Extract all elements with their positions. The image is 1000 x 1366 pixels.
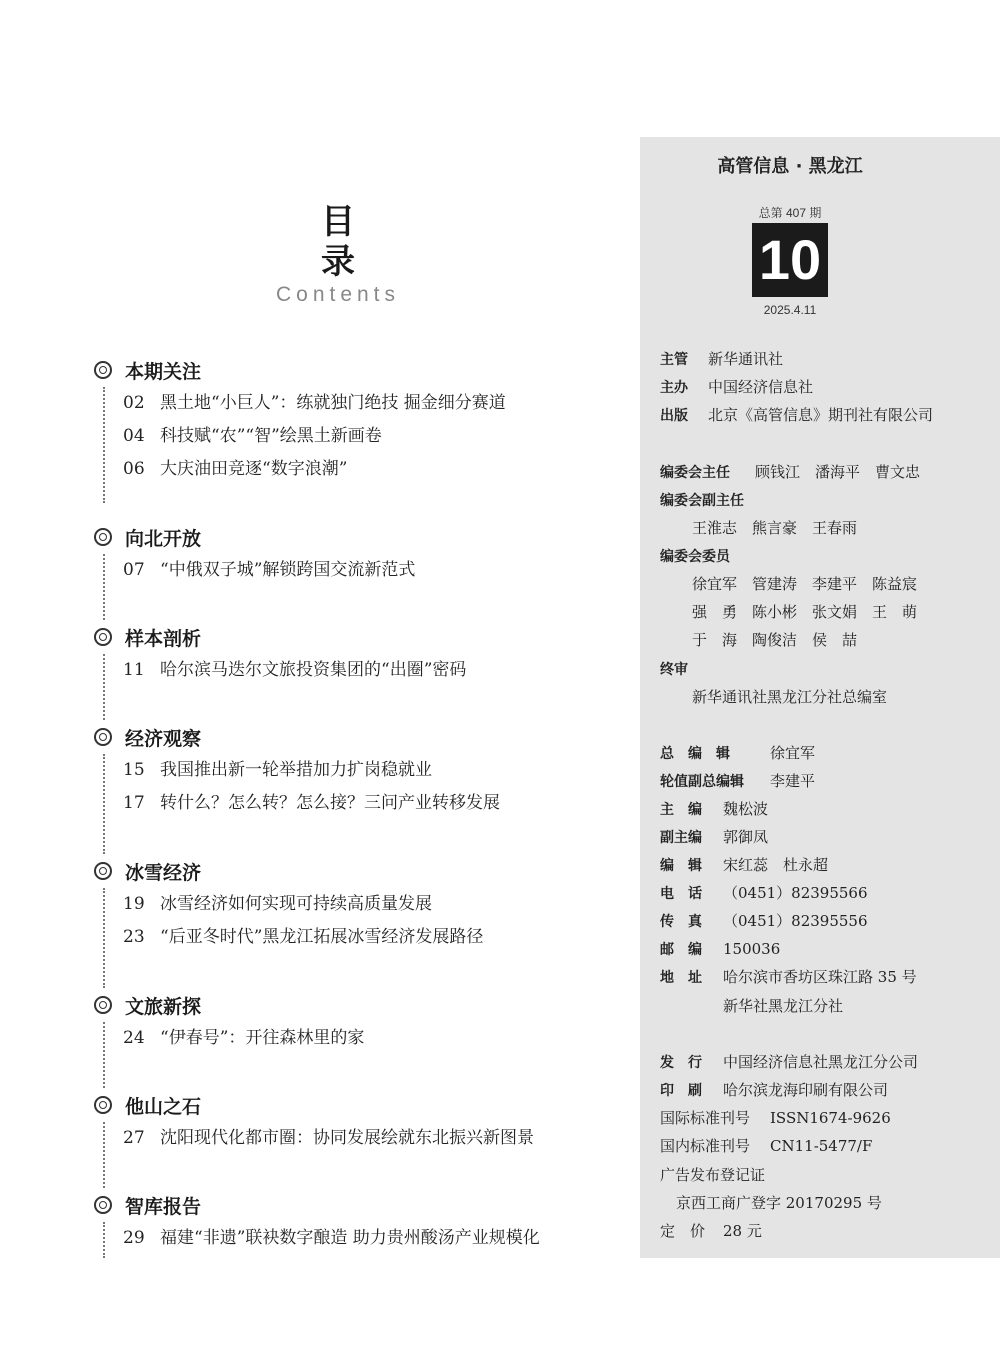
toc-heading <box>268 202 408 308</box>
colophon-row <box>660 1161 765 1189</box>
toc-section <box>94 1088 614 1188</box>
colophon-row <box>660 963 917 991</box>
article-title: 我国推出新一轮举措加力扩岗稳就业 <box>160 760 432 780</box>
colophon-label: 国际标准刊号 <box>660 1109 751 1127</box>
colophon-row <box>660 401 933 429</box>
page-number: 23 <box>123 927 145 947</box>
toc-section <box>94 353 614 503</box>
colophon-row <box>660 907 868 935</box>
colophon-row <box>660 1104 891 1132</box>
toc-section <box>94 988 614 1088</box>
colophon-row <box>660 345 783 373</box>
toc-section <box>94 854 614 988</box>
colophon-row <box>660 373 813 401</box>
toc-entry[interactable] <box>123 387 614 420</box>
colophon-label: 编委会主任 <box>660 465 730 481</box>
page-number: 04 <box>123 426 145 446</box>
colophon-label: 编 辑 <box>660 858 702 874</box>
section-header <box>94 720 614 754</box>
page-number: 19 <box>123 894 145 914</box>
toc-entry[interactable] <box>123 921 614 954</box>
toc-entry[interactable] <box>123 1022 614 1055</box>
colophon-label: 地 址 <box>660 970 702 986</box>
page-number: 17 <box>123 793 145 813</box>
colophon-value: 徐宜军 管建涛 李建平 陈益宸 <box>692 575 918 593</box>
colophon-row <box>676 1189 882 1217</box>
section-header <box>94 988 614 1022</box>
colophon-value: 北京《高管信息》期刊社有限公司 <box>708 406 934 424</box>
colophon-row <box>660 767 815 795</box>
section-name: 智库报告 <box>125 1195 202 1218</box>
article-title: 大庆油田竞逐“数字浪潮” <box>160 459 348 479</box>
section-header <box>94 1188 614 1222</box>
toc-section <box>94 720 614 854</box>
page-number: 27 <box>123 1128 145 1148</box>
toc-entry[interactable] <box>123 1122 614 1155</box>
colophon-row <box>660 1132 872 1160</box>
colophon-label: 发 行 <box>660 1055 702 1071</box>
section-name: 向北开放 <box>125 527 202 550</box>
toc-subtitle: Contents <box>275 283 401 306</box>
double-circle-icon <box>94 361 112 379</box>
issue-date: 2025.4.11 <box>763 303 817 317</box>
toc-entry[interactable] <box>123 420 614 453</box>
colophon-value: 宋红蕊 杜永超 <box>723 856 829 874</box>
colophon-label: 总 编 辑 <box>660 746 730 762</box>
colophon-value: CN11-5477/F <box>770 1137 873 1155</box>
colophon-row <box>660 542 730 570</box>
double-circle-icon <box>94 1096 112 1114</box>
colophon-row <box>660 1076 888 1104</box>
colophon-row <box>660 739 815 767</box>
section-name: 经济观察 <box>125 727 202 750</box>
colophon-value: 李建平 <box>770 772 816 790</box>
colophon-row <box>660 851 828 879</box>
toc-entry[interactable] <box>123 554 614 587</box>
colophon-label: 出版 <box>660 408 688 424</box>
colophon-value: 郭御凤 <box>723 828 769 846</box>
total-issue: 总第 407 期 <box>758 206 822 220</box>
colophon-value: 150036 <box>723 940 781 958</box>
colophon-label: 传 真 <box>660 914 702 930</box>
colophon-label: 编委会副主任 <box>660 493 744 509</box>
colophon-label: 编委会委员 <box>660 549 730 565</box>
colophon-value: 中国经济信息社 <box>708 378 814 396</box>
colophon-row <box>660 823 768 851</box>
colophon-label: 轮值副总编辑 <box>660 774 744 790</box>
colophon-value: 新华社黑龙江分社 <box>723 997 844 1015</box>
colophon-value: 28 元 <box>723 1222 762 1240</box>
colophon-row <box>692 626 857 654</box>
colophon-label: 印 刷 <box>660 1083 702 1099</box>
section-header <box>94 353 614 387</box>
colophon-row <box>660 1217 762 1245</box>
article-title: 福建“非遗”联袂数字酿造 助力贵州酸汤产业规模化 <box>160 1228 540 1248</box>
colophon-row <box>692 514 857 542</box>
article-title: “后亚冬时代”黑龙江拓展冰雪经济发展路径 <box>160 927 484 947</box>
article-title: 转什么？怎么转？怎么接？三问产业转移发展 <box>160 793 500 813</box>
colophon-label: 主 编 <box>660 802 702 818</box>
colophon-value: 哈尔滨龙海印刷有限公司 <box>723 1081 889 1099</box>
colophon-row <box>660 486 744 514</box>
section-header <box>94 854 614 888</box>
double-circle-icon <box>94 862 112 880</box>
colophon-row <box>660 1048 918 1076</box>
colophon-value: 哈尔滨市香坊区珠江路 35 号 <box>723 968 917 986</box>
colophon-row <box>692 570 917 598</box>
colophon-label: 主办 <box>660 380 688 396</box>
toc-entry[interactable] <box>123 1222 614 1255</box>
toc-title: 目录 <box>321 202 383 282</box>
toc-section <box>94 1188 614 1258</box>
article-title: 科技赋“农”“智”绘黑土新画卷 <box>160 426 382 446</box>
page-number: 11 <box>123 660 145 680</box>
colophon-value: 魏松波 <box>723 800 769 818</box>
double-circle-icon <box>94 996 112 1014</box>
colophon-row <box>660 655 688 683</box>
article-title: “中俄双子城”解锁跨国交流新范式 <box>160 560 416 580</box>
colophon-value: 顾钱江 潘海平 曹文忠 <box>755 463 921 481</box>
colophon-row <box>692 598 917 626</box>
page-number: 15 <box>123 760 145 780</box>
section-name: 样本剖析 <box>125 627 202 650</box>
page-number: 07 <box>123 560 145 580</box>
colophon-row <box>723 992 843 1020</box>
page-number: 24 <box>123 1028 145 1048</box>
toc-section <box>94 520 614 620</box>
section-name: 冰雪经济 <box>125 861 202 884</box>
toc-section <box>94 620 614 720</box>
double-circle-icon <box>94 728 112 746</box>
colophon-label: 国内标准刊号 <box>660 1137 751 1155</box>
colophon-value: ISSN1674-9626 <box>770 1109 891 1127</box>
colophon-value: 王淮志 熊言豪 王春雨 <box>692 519 858 537</box>
issue-number: 10 <box>752 223 828 297</box>
colophon-value: 徐宜军 <box>770 744 816 762</box>
page-number: 29 <box>123 1228 145 1248</box>
colophon-label: 终审 <box>660 662 688 678</box>
colophon-row <box>660 458 920 486</box>
article-title: 黑土地“小巨人”：练就独门绝技 掘金细分赛道 <box>160 393 506 413</box>
article-title: 哈尔滨马迭尔文旅投资集团的“出圈”密码 <box>160 660 467 680</box>
colophon-value: （0451）82395566 <box>723 884 868 902</box>
section-header <box>94 1088 614 1122</box>
double-circle-icon <box>94 628 112 646</box>
colophon-value: （0451）82395556 <box>723 912 868 930</box>
toc-entry[interactable] <box>123 654 614 687</box>
colophon-label: 定 价 <box>660 1222 706 1240</box>
colophon-label: 电 话 <box>660 886 702 902</box>
section-header <box>94 620 614 654</box>
double-circle-icon <box>94 1196 112 1214</box>
page-number: 06 <box>123 459 145 479</box>
colophon-row <box>660 935 780 963</box>
page-number: 02 <box>123 393 145 413</box>
section-header <box>94 520 614 554</box>
toc-entry[interactable] <box>123 453 614 486</box>
colophon-value: 于 海 陶俊洁 侯 喆 <box>692 631 858 649</box>
colophon-panel <box>640 137 1000 1258</box>
colophon-value: 新华通讯社 <box>708 350 784 368</box>
colophon-row <box>660 795 768 823</box>
colophon-row <box>660 879 868 907</box>
article-title: “伊春号”：开往森林里的家 <box>160 1028 365 1048</box>
colophon-value: 中国经济信息社黑龙江分公司 <box>723 1053 919 1071</box>
colophon-value: 京西工商广登字 20170295 号 <box>676 1194 882 1212</box>
article-title: 冰雪经济如何实现可持续高质量发展 <box>160 894 432 914</box>
section-name: 本期关注 <box>125 360 202 383</box>
toc-entry[interactable] <box>123 888 614 921</box>
colophon-label: 副主编 <box>660 830 702 846</box>
toc-entry[interactable] <box>123 787 614 820</box>
toc-entry[interactable] <box>123 754 614 787</box>
section-name: 他山之石 <box>125 1095 202 1118</box>
colophon-value: 新华通讯社黑龙江分社总编室 <box>692 688 888 706</box>
section-name: 文旅新探 <box>125 995 202 1018</box>
double-circle-icon <box>94 528 112 546</box>
article-title: 沈阳现代化都市圈：协同发展绘就东北振兴新图景 <box>160 1128 534 1148</box>
colophon-label: 广告发布登记证 <box>660 1166 766 1184</box>
colophon-row <box>692 683 887 711</box>
colophon-value: 强 勇 陈小彬 张文娟 王 萌 <box>692 603 918 621</box>
colophon-label: 主管 <box>660 352 688 368</box>
publication-name: 高管信息 · 黑龙江 <box>717 156 863 177</box>
colophon-label: 邮 编 <box>660 942 702 958</box>
